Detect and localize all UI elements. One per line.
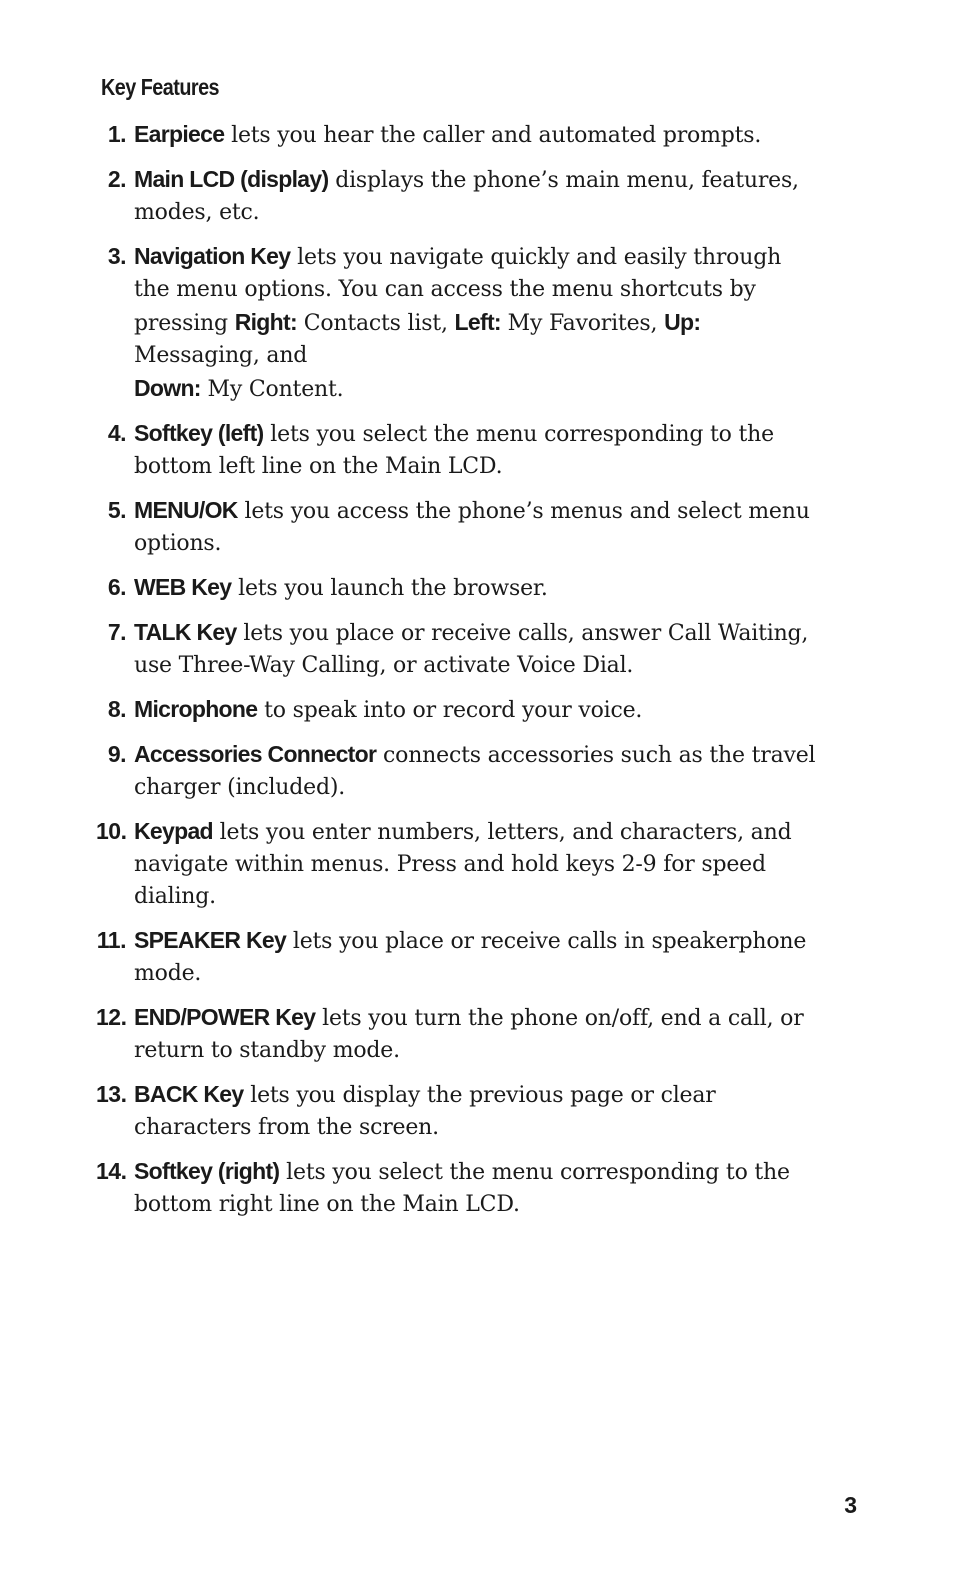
list-item	[96, 1078, 816, 1144]
item-term: Main LCD (display)	[134, 166, 329, 192]
list-item	[96, 571, 816, 605]
item-number: 9.	[107, 741, 126, 767]
item-number: 5.	[107, 497, 126, 523]
list-item	[96, 616, 816, 682]
list-item	[96, 738, 816, 804]
list-item	[96, 417, 816, 483]
page-number: 3	[844, 1492, 857, 1518]
shortcut-left-label: Left:	[454, 309, 501, 335]
item-term: Accessories Connector	[134, 741, 377, 767]
item-term: Microphone	[134, 696, 258, 722]
item-description: lets you turn the phone on/off, end a call, or return to standby mode.	[134, 1006, 804, 1063]
item-term: Earpiece	[134, 121, 225, 147]
key-features-list	[96, 118, 816, 1232]
item-number: 11.	[96, 927, 126, 953]
item-description: lets you navigate quickly and easily through the menu options. You can access the menu shortcuts by pressing	[134, 245, 782, 336]
item-term: BACK Key	[134, 1081, 244, 1107]
list-item	[96, 815, 816, 913]
item-description: lets you hear the caller and automated prompts.	[224, 123, 762, 148]
item-number: 3.	[107, 243, 126, 269]
item-description: lets you place or receive calls, answer Call Waiting, use Three-Way Calling, or activate Voice Dial.	[134, 621, 809, 678]
item-term: Navigation Key	[134, 243, 291, 269]
shortcut-right-desc: Contacts list,	[296, 311, 455, 336]
item-term: SPEAKER Key	[134, 927, 287, 953]
list-item	[96, 1155, 816, 1221]
item-number: 8.	[107, 696, 126, 722]
item-description: lets you display the previous page or clear characters from the screen.	[134, 1083, 716, 1140]
item-description: lets you access the phone’s menus and select menu options.	[134, 499, 810, 556]
item-description: lets you select the menu corresponding to the bottom left line on the Main LCD.	[134, 422, 774, 479]
item-description: lets you place or receive calls in speakerphone mode.	[134, 929, 807, 986]
list-item	[96, 693, 816, 727]
item-number: 12.	[96, 1004, 127, 1030]
shortcut-up-desc: Messaging, and	[134, 343, 308, 368]
item-description: lets you enter numbers, letters, and characters, and navigate within menus. Press and hold keys 2-9 for speed dialing.	[134, 820, 792, 909]
item-term: TALK Key	[134, 619, 237, 645]
item-number: 4.	[107, 420, 126, 446]
section-heading: Key Features	[101, 74, 220, 100]
item-description: to speak into or record your voice.	[257, 698, 643, 723]
item-description: connects accessories such as the travel charger (included).	[134, 743, 816, 800]
item-number: 1.	[107, 121, 126, 147]
list-item	[96, 494, 816, 560]
item-term: WEB Key	[134, 574, 232, 600]
item-number: 10.	[96, 818, 127, 844]
list-item	[96, 118, 816, 152]
item-term: Keypad	[134, 818, 213, 844]
list-item	[96, 163, 816, 229]
shortcut-down-label: Down:	[134, 375, 201, 401]
shortcut-up-label: Up:	[664, 309, 701, 335]
item-number: 2.	[107, 166, 126, 192]
item-description: lets you launch the browser.	[231, 576, 548, 601]
item-term: Softkey (left)	[134, 420, 264, 446]
item-number: 14.	[96, 1158, 127, 1184]
item-number: 13.	[96, 1081, 127, 1107]
item-term: END/POWER Key	[134, 1004, 316, 1030]
list-item	[96, 924, 816, 990]
list-item	[96, 240, 816, 406]
item-number: 6.	[107, 574, 126, 600]
list-item	[96, 1001, 816, 1067]
shortcut-right-label: Right:	[234, 309, 297, 335]
item-term: Softkey (right)	[134, 1158, 280, 1184]
item-number: 7.	[107, 619, 126, 645]
item-description: lets you select the menu corresponding to the bottom right line on the Main LCD.	[134, 1160, 790, 1217]
shortcut-down-desc: My Content.	[200, 377, 344, 402]
item-term: MENU/OK	[134, 497, 238, 523]
item-description: displays the phone’s main menu, features, modes, etc.	[134, 168, 799, 225]
shortcut-left-desc: My Favorites,	[500, 311, 665, 336]
